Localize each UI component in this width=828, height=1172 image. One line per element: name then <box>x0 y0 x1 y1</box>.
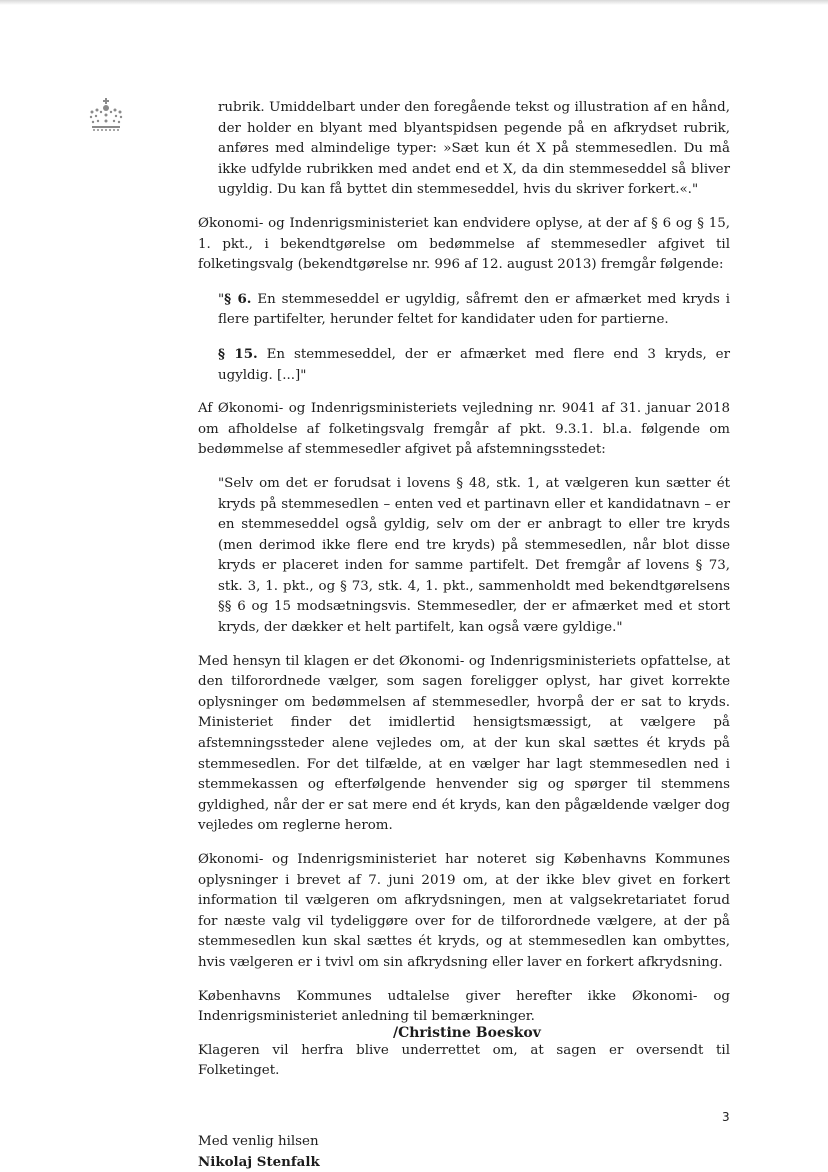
signer-name: Nikolaj Stenfalk <box>198 1153 320 1170</box>
paragraph-guidance-reference: Af Økonomi- og Indenrigsministeriets vejledning nr. 9041 af 31. januar 2018 om afholdelse af folketingsvalg fremgår af pkt. 9.3.1. bl.a. følgende om bedømmelse af stemmesedler afgivet på afstemningsstedet: <box>198 401 730 458</box>
page-top-edge <box>0 0 828 5</box>
section-6-text: En stemmeseddel er ugyldig, såfremt den er afmærket med kryds i flere partifelter, herunder feltet for kandidater uden for partierne. <box>218 291 730 328</box>
paragraph-complaint-assessment: Med hensyn til klagen er det Økonomi- og Indenrigsministeriets opfattelse, at den tilforordnede vælger, som sagen foreligger oplyst, har givet korrekte oplysninger om bedømmelsen af stemmesedler, hvorpå der er sat to kryds. Ministeriet finder det imidlertid hensigtsmæssigt, at vælgere på afstemningssteder alene vejledes om, at der kun skal sættes ét kryds på stemmesedlen. For det tilfælde, at en vælger har lagt stemmesedlen ned i stemmekassen og efterfølgende henvender sig og spørger til stemmens gyldighed, når der er sat mere end ét kryds, kan den pågældende vælger dog vejledes om reglerne herom. <box>198 653 730 834</box>
page-number: 3 <box>722 1110 730 1124</box>
quote-section-15 <box>198 344 730 386</box>
letter-body <box>198 98 730 1172</box>
co-signer: /Christine Boeskov <box>393 1025 541 1041</box>
paragraph-municipality-info: Økonomi- og Indenrigsministeriet har noteret sig Københavns Kommunes oplysninger i brevet af 7. juni 2019 om, at der ikke blev givet en forkert information til vælgeren om afkrydsningen, men at valgsekretariatet forud for næste valg vil tydeliggøre over for de tilforordnede vælgere, at der på stemmesedlen kun skal sættes ét kryds, og at stemmesedlen kan ombyttes, hvis vælgeren er i tvivl om sin afkrydsning eller laver en forkert afkrydsning. <box>198 852 730 970</box>
crown-icon <box>86 98 126 134</box>
greeting: Med venlig hilsen <box>198 1133 319 1149</box>
paragraph-no-remarks: Københavns Kommunes udtalelse giver herefter ikke Økonomi- og Indenrigsministeriet anledning til bemærkninger. <box>198 988 730 1025</box>
paragraph-ballot-instructions: rubrik. Umiddelbart under den foregående tekst og illustration af en hånd, der holder en blyant med blyantspidsen pegende på en afkrydset rubrik, anføres med almindelige typer: »Sæt kun ét X på stemmesedlen. Du må ikke udfylde rubrikken med andet end et X, da din stemmeseddel så bliver ugyldig. Du kan få byttet din stemmeseddel, hvis du skriver forkert.«." <box>218 100 730 198</box>
section-6-label: § 6. <box>224 290 252 307</box>
section-15-text: En stemmeseddel, der er afmærket med flere end 3 kryds, er ugyldig. [...]" <box>218 346 730 383</box>
quote-guidance: "Selv om det er forudsat i lovens § 48, stk. 1, at vælgeren kun sætter ét kryds på stemmesedlen – enten ved et partinavn eller et kandidatnavn – er en stemmeseddel også gyldig, selv om der er anbragt to eller tre kryds (men derimod ikke flere end tre kryds) på stemmesedlen, når blot disse kryds er placeret inden for samme partifelt. Det fremgår af lovens § 73, stk. 3, 1. pkt., og § 73, stk. 4, 1. pkt., sammenholdt med bekendtgørelsens §§ 6 og 15 modsætningsvis. Stemmesedler, der er afmærket med et stort kryds, der dækker et helt partifelt, kan også være gyldige." <box>218 475 730 636</box>
quote-section-6 <box>198 289 730 331</box>
signature-block <box>198 1132 730 1172</box>
paragraph-notification: Klageren vil herfra blive underrettet om, at sagen er oversendt til Folketinget. <box>198 1042 730 1079</box>
quote-mark: " <box>218 291 225 307</box>
paragraph-ministry-statement: Økonomi- og Indenrigsministeriet kan endvidere oplyse, at der af § 6 og § 15, 1. pkt., i bekendtgørelse om bedømmelse af stemmesedler afgivet til folketingsvalg (bekendtgørelse nr. 996 af 12. august 2013) fremgår følgende: <box>198 215 730 273</box>
section-15-label: § 15. <box>218 345 258 362</box>
